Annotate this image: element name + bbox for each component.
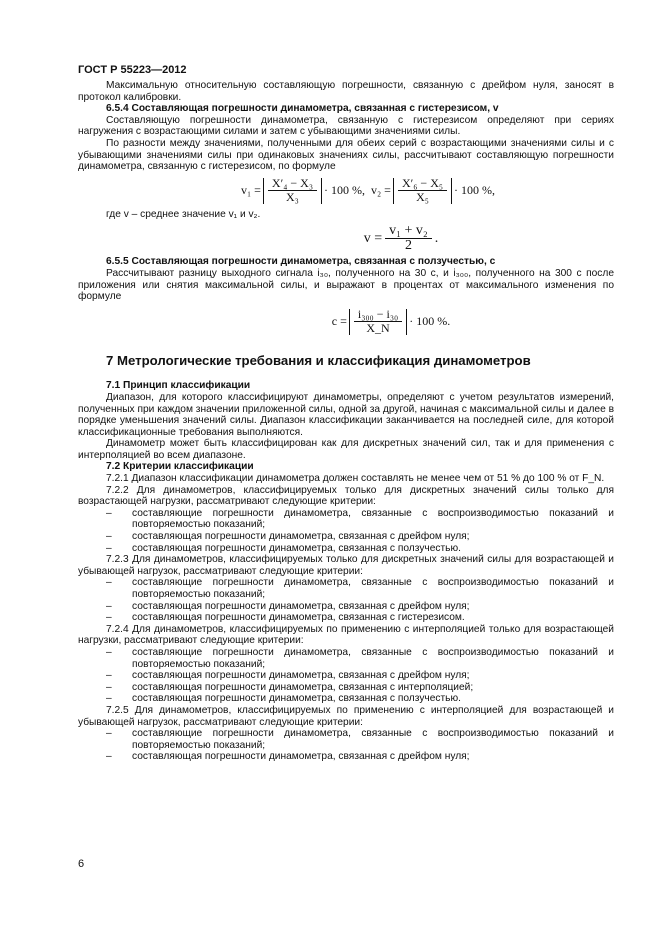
document-header: ГОСТ Р 55223—2012 — [78, 64, 187, 76]
section-7-2-title: 7.2 Критерии классификации — [106, 461, 254, 473]
section-7-2-1: 7.2.1 Диапазон классификации динамометра должен составлять не менее чем от 51 % до 100 % от F_N. — [106, 473, 605, 485]
formula-hysteresis-mean — [78, 220, 614, 256]
formula-c-numerator: i₃₀₀ − i₃₀ — [354, 309, 402, 323]
formula-v1-abs — [263, 175, 322, 205]
formula-hysteresis-v1-v2 — [78, 173, 614, 209]
formula-v-tail: . — [434, 230, 439, 246]
section-7-2-2: 7.2.2 Для динамометров, классифицируемых только для дискретных значений силы только для возрастающей нагрузки, рассматривают следующие критерии: — [78, 484, 614, 508]
formula-v-denominator: 2 — [404, 237, 412, 253]
formula-v1-numerator: X′₄ − X₃ — [268, 178, 317, 192]
list-item: – составляющая погрешности динамометра, связанная с ползучестью. — [106, 542, 461, 554]
formula-c-denominator: X_N — [366, 321, 390, 336]
formula-v1-tail: · 100 %, — [324, 182, 365, 197]
section-6-5-5-title: 6.5.5 Составляющая погрешности динамометра, связанная с ползучестью, c — [106, 256, 496, 268]
list-item: – составляющая погрешности динамометра, связанная с интерполяцией; — [106, 681, 474, 693]
formula-v2-denominator: X₅ — [416, 190, 429, 205]
list-item: – составляющая погрешности динамометра, связанная с дрейфом нуля; — [106, 600, 470, 612]
list-item: – составляющие погрешности динамометра, связанные с воспроизводимостью показаний и повторяемостью показаний; — [106, 577, 614, 600]
section-7-1-paragraph-1: Диапазон, для которого классифицируют динамометры, определяют с учетом результатов измерений, полученных при каждом значении приложенной силы, одной за другой, начиная с максимальной силы и далее в порядке уменьшения значений силы. Диапазон классификации заканчивается на последней силе, для которой классификационные требования выполняются. — [78, 391, 614, 438]
list-item: – составляющая погрешности динамометра, связанная с дрейфом нуля; — [106, 531, 470, 543]
formula-c-abs — [349, 306, 407, 336]
formula-v1-denominator: X₃ — [286, 190, 299, 205]
document-body — [78, 80, 614, 763]
formula-v-lhs: v = — [363, 230, 383, 246]
list-item: – составляющая погрешности динамометра, связанная с ползучестью. — [106, 693, 461, 705]
section-6-5-4-where: где v – среднее значение v₁ и v₂. — [106, 208, 261, 220]
section-7-title: 7 Метрологические требования и классификация динамометров — [106, 352, 531, 368]
section-7-1-title: 7.1 Принцип классификации — [106, 380, 251, 392]
list-item: – составляющая погрешности динамометра, связанная с дрейфом нуля; — [106, 670, 470, 682]
list-item: – составляющие погрешности динамометра, связанные с воспроизводимостью показаний и повторяемостью показаний; — [106, 646, 614, 670]
formula-c-tail: · 100 %. — [409, 313, 451, 328]
formula-creep — [78, 303, 614, 341]
page-number: 6 — [78, 858, 85, 870]
section-7-2-4: 7.2.4 Для динамометров, классифицируемых по применению с интерполяцией только для возрастающей нагрузки, рассматривают следующие критерии: — [78, 623, 614, 647]
section-6-5-4-title: 6.5.4 Составляющая погрешности динамометра, связанная с гистерезисом, v — [106, 103, 499, 115]
section-7-2-2-list — [78, 508, 614, 554]
formula-v2-tail: · 100 %, — [454, 182, 496, 197]
section-6-5-5-paragraph-1: Рассчитывают разницу выходного сигнала i₃₀, полученного на 30 с, и i₃₀₀, полученного на 300 с после приложения или снятия максимальной силы, и выражают в процентах от максимального изменения по формуле — [78, 267, 614, 303]
formula-v2-abs — [393, 175, 452, 205]
list-item: – составляющая погрешности динамометра, связанная с дрейфом нуля; — [106, 751, 470, 763]
list-item: – составляющие погрешности динамометра, связанные с воспроизводимостью показаний и повторяемостью показаний; — [106, 728, 614, 751]
section-7-2-5: 7.2.5 Для динамометров, классифицируемых по применению с интерполяцией для возрастающей и убывающей нагрузок, рассматривают следующие критерии: — [78, 704, 614, 728]
section-7-2-5-list — [78, 728, 614, 763]
formula-v1-lhs: v₁ = — [240, 182, 261, 197]
section-7-1-paragraph-2: Динамометр может быть классифицирован как для дискретных значений сил, так и для применения с интерполяцией во всем диапазоне. — [78, 438, 614, 461]
section-7-2-3-list — [78, 577, 614, 623]
intro-paragraph: Максимальную относительную составляющую погрешности, связанную с дрейфом нуля, заносят в протокол калибровки. — [78, 80, 614, 103]
list-item: – составляющая погрешности динамометра, связанная с гистерезисом. — [106, 612, 465, 624]
formula-c-lhs: c = — [331, 313, 347, 328]
formula-v2-lhs: v₂ = — [371, 182, 391, 197]
section-6-5-4-paragraph-2: По разности между значениями, полученными для обеих серий с возрастающими значениями силы и с убывающими значениями силы при одинаковых значениях силы, рассчитывают составляющую погрешности динамометра, связанную с гистерезисом, по формуле — [78, 137, 614, 173]
formula-v-numerator: v₁ + v₂ — [385, 225, 432, 239]
section-7-2-4-list — [78, 647, 614, 705]
list-item: – составляющие погрешности динамометра, связанные с воспроизводимостью показаний и повторяемостью показаний; — [106, 507, 614, 531]
formula-v2-numerator: X′₆ − X₅ — [398, 178, 447, 192]
section-6-5-4-paragraph-1: Составляющую погрешности динамометра, связанную с гистерезисом определяют при сериях нагружения с возрастающими силами и затем с убывающими значениями силы. — [78, 114, 614, 138]
section-7-2-3: 7.2.3 Для динамометров, классифицируемых только для дискретных значений силы для возрастающей и убывающей нагрузок, рассматривают следующие критерии: — [78, 554, 614, 577]
